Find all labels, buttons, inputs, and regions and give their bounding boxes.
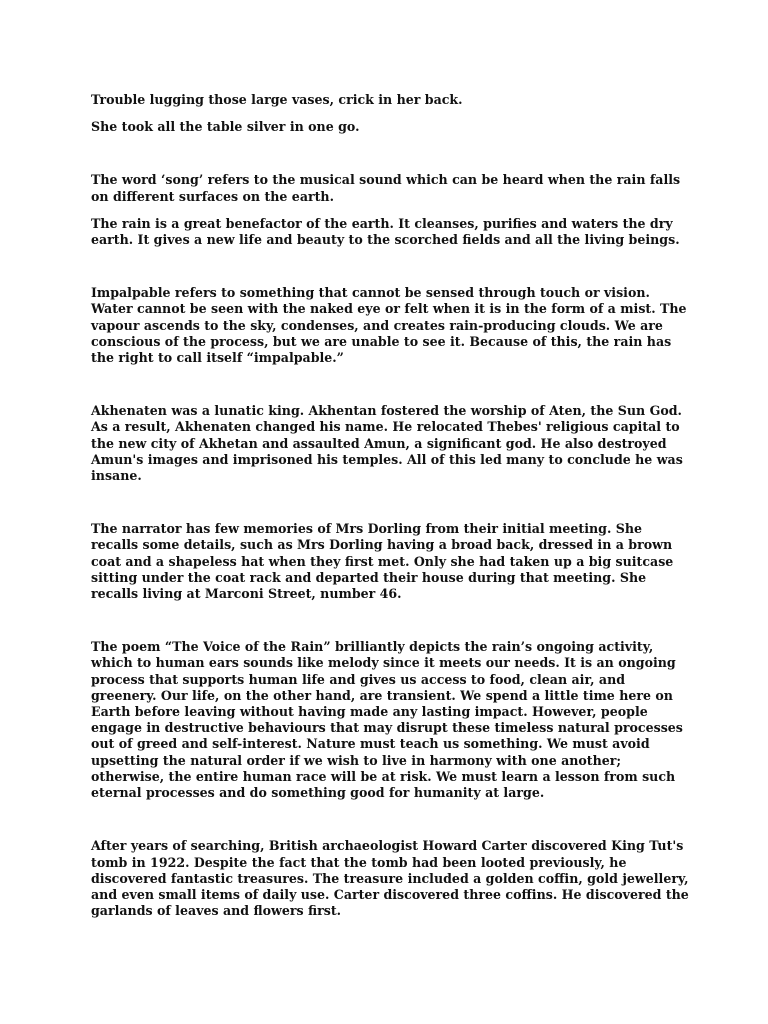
paragraph-voice-of-rain: The poem “The Voice of the Rain” brilliantly depicts the rain’s ongoing activity, which to human ears sounds like melody since it meets our needs. It is an ongoing process that supports human life and gives us access to food, clean air, and greenery. Our life, on the other hand, are transient. We spend a little time here on Earth before leaving without having made any lasting impact. However, people engage in destructive behaviours that may disrupt these timeless natural processes out of greed and self-interest. Nature must teach us something. We must avoid upsetting the natural order if we wish to live in harmony with one another; otherwise, the entire human race will be at risk. We must learn a lesson from such eternal processes and do something good for humanity at large.	[91, 639, 683, 801]
document-body	[91, 92, 691, 919]
paragraph-word-song: The word ‘song’ refers to the musical sound which can be heard when the rain falls on different surfaces on the earth.	[91, 172, 681, 204]
paragraph-vases: Trouble lugging those large vases, crick in her back.	[91, 92, 463, 107]
paragraph-howard-carter: After years of searching, British archaeologist Howard Carter discovered King Tut's tomb in 1922. Despite the fact that the tomb had been looted previously, he discovered fantastic treasures. The treasure included a golden coffin, gold jewellery, and even small items of daily use. Carter discovered three coffins. He discovered the garlands of leaves and flowers first.	[91, 838, 689, 919]
paragraph-impalpable: Impalpable refers to something that cannot be sensed through touch or vision. Water cannot be seen with the naked eye or felt when it is in the form of a mist. The vapour ascends to the sky, condenses, and creates rain-producing clouds. We are conscious of the process, but we are unable to see it. Because of this, the rain has the right to call itself “impalpable.”	[91, 285, 687, 366]
paragraph-rain-benefactor: The rain is a great benefactor of the earth. It cleanses, purifies and waters the dry earth. It gives a new life and beauty to the scorched fields and all the living beings.	[91, 215, 680, 248]
paragraph-mrs-dorling: The narrator has few memories of Mrs Dorling from their initial meeting. She recalls some details, such as Mrs Dorling having a broad back, dressed in a brown coat and a shapeless hat when they first met. Only she had taken up a big suitcase sitting under the coat rack and departed their house during that meeting. She recalls living at Marconi Street, number 46.	[91, 521, 674, 602]
paragraph-table-silver: She took all the table silver in one go.	[91, 119, 360, 135]
paragraph-akhenaten: Akhenaten was a lunatic king. Akhentan fostered the worship of Aten, the Sun God. As a result, Akhenaten changed his name. He relocated Thebes' religious capital to the new city of Akhetan and assaulted Amun, a significant god. He also destroyed Amun's images and imprisoned his temples. All of this led many to conclude he was insane.	[91, 403, 683, 484]
